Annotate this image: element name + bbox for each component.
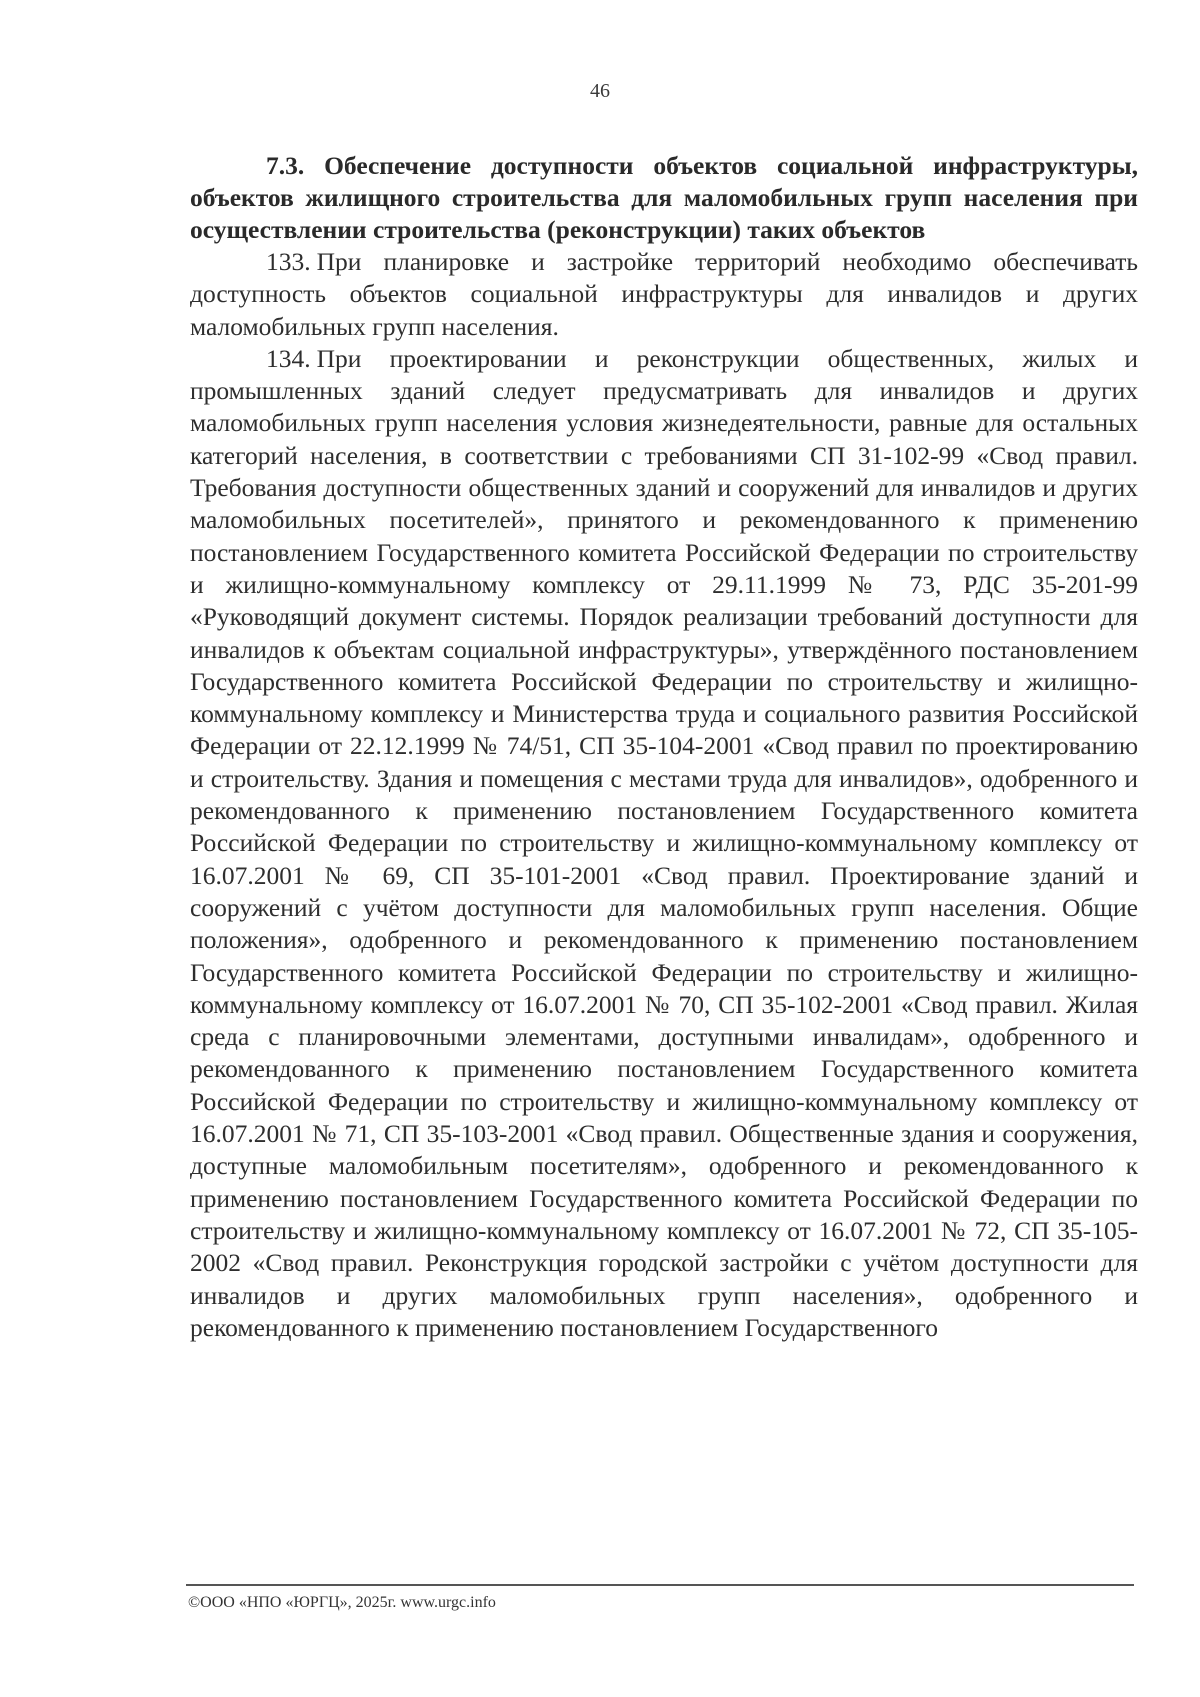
footer-copyright: ©ООО «НПО «ЮРГЦ», 2025г. www.urgc.info bbox=[188, 1594, 496, 1611]
footer-divider bbox=[186, 1584, 1134, 1586]
paragraph-text: При проектировании и реконструкции общественных, жилых и промышленных зданий следует предусматривать для инвалидов и других маломобильных групп населения условия жизнедеятельности, равные для остальных категорий населения, в соответствии с требованиями СП 31-102-99 «Свод правил. Требования доступности общественных зданий и сооружений для инвалидов и других маломобильных посетителей», принятого и рекомендованного к применению постановлением Государственного комитета Российской Федерации по строительству и жилищно-коммунальному комплексу от 29.11.1999 № 73, РДС 35-201-99 «Руководящий документ системы. Порядок реализации требований доступности для инвалидов к объектам социальной инфраструктуры», утверждённого постановлением Государственного комитета Российской Федерации по строительству и жилищно-коммунальному комплексу и Министерства труда и социального развития Российской Федерации от 22.12.1999 № 74/51, СП 35-104-2001 «Свод правил по проектированию и строительству. Здания и помещения с местами труда для инвалидов», одобренного и рекомендованного к применению постановлением Государственного комитета Российской Федерации по строительству и жилищно-коммунальному комплексу от 16.07.2001 № 69, СП 35-101-2001 «Свод правил. Проектирование зданий и сооружений с учётом доступности для маломобильных групп населения. Общие положения», одобренного и рекомендованного к применению постановлением Государственного комитета Российской Федерации по строительству и жилищно-коммунальному комплексу от 16.07.2001 № 70, СП 35-102-2001 «Свод правил. Жилая среда с планировочными элементами, доступными инвалидам», одобренного и рекомендованного к применению постановлением Государственного комитета Российской Федерации по строительству и жилищно-коммунальному комплексу от 16.07.2001 № 71, СП 35-103-2001 «Свод правил. Общественные здания и сооружения, доступные маломобильным посетителям», одобренного и рекомендованного к применению постановлением Государственного комитета Российской Федерации по строительству и жилищно-коммунальному комплексу от 16.07.2001 № 72, СП 35-105-2002 «Свод правил. Реконструкция городской застройки с учётом доступности для инвалидов и других маломобильных групп населения», одобренного и рекомендованного к применению постановлением Государственного bbox=[190, 343, 1138, 1342]
paragraph-133 bbox=[190, 246, 1138, 343]
page-number: 46 bbox=[590, 80, 610, 102]
paragraph-134 bbox=[190, 343, 1138, 1344]
paragraph-number: 134. bbox=[266, 343, 311, 373]
paragraph-text: При планировке и застройке территорий необходимо обеспечивать доступность объектов социальной инфраструктуры для инвалидов и других маломобильных групп населения. bbox=[190, 247, 1138, 341]
paragraph-number: 133. bbox=[266, 247, 311, 276]
section-heading: 7.3. Обеспечение доступности объектов социальной инфраструктуры, объектов жилищного строительства для маломобильных групп населения при осуществлении строительства (реконструкции) таких объектов bbox=[190, 151, 1138, 244]
page-content bbox=[190, 150, 1138, 1344]
